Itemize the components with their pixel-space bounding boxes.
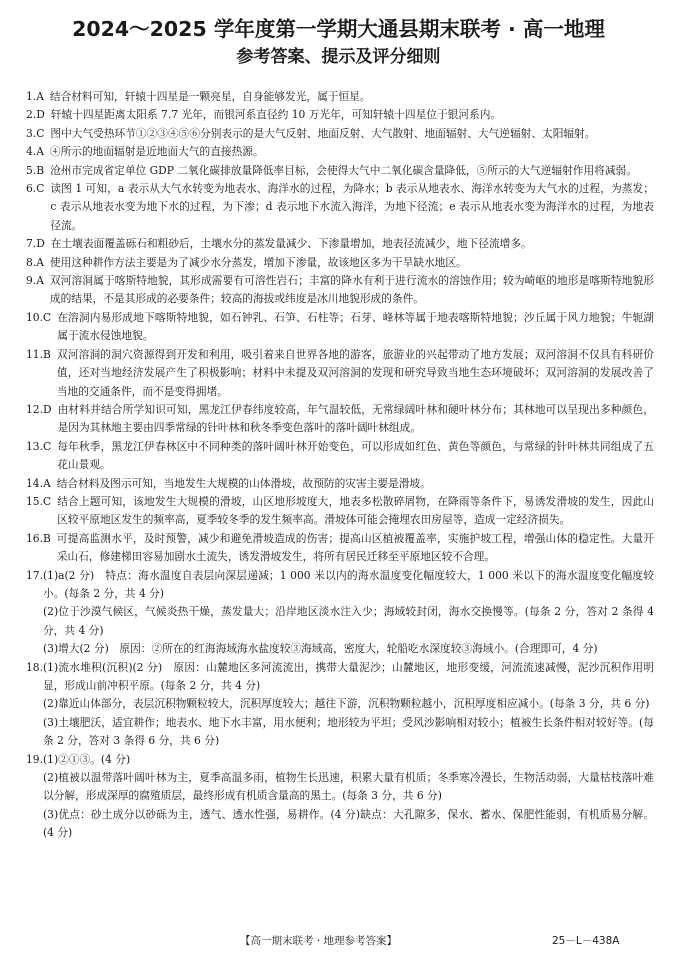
answer-explanation: 结合材料及图示可知，当地发生大规模的山体滑坡，故预防的灾害主要是滑坡。 xyxy=(56,476,431,490)
choice-answers xyxy=(26,88,654,567)
answer-item xyxy=(26,88,654,106)
question-18-part-3: (3)土壤肥沃，适宜耕作；地表水、地下水丰富，用水便利；地形较为平坦；受风沙影响相对较小；植被生长条件相对较好等。(每条 2 分，答对 3 条得 6 分，共 6 分) xyxy=(43,715,654,748)
answer-number: 15.C xyxy=(26,494,52,508)
question-18-part-1: (1)流水堆积(沉积)(2 分) 原因：山麓地区多河流流出，携带大量泥沙；山麓地区，地形变缓，河流流速减慢，泥沙沉积作用明显，形成山前冲积平原。(每条 2 分，共 4 分) xyxy=(43,660,654,692)
answer-number: 7.D xyxy=(26,237,45,251)
answer-number: 14.A xyxy=(26,476,51,490)
answer-item xyxy=(26,180,654,235)
answer-number: 12.D xyxy=(26,402,52,416)
answer-item xyxy=(26,493,654,530)
answer-explanation: 在土壤表面覆盖砾石和粗砂后，土壤水分的蒸发量减少、下渗量增加，地表径流减少，地下径流增多。 xyxy=(50,237,532,251)
answer-number: 16.B xyxy=(26,531,51,545)
answer-explanation: 结合材料可知，轩辕十四星是一颗亮星，自身能够发光，属于恒星。 xyxy=(49,90,371,103)
question-number: 17. xyxy=(26,568,43,582)
answer-number: 11.B xyxy=(26,347,51,361)
answer-explanation: 轩辕十四星距离太阳系 7.7 光年，而银河系直径约 10 万光年，可知轩辕十四星位于银河系内。 xyxy=(50,108,502,122)
question-17-part-3: (3)增大(2 分) 原因：②所在的红海海域海水盐度较③海域高，密度大，轮船吃水深度较③海域小。(合理即可，4 分) xyxy=(43,642,598,656)
question-number: 18. xyxy=(26,660,43,674)
answer-explanation: 结合上题可知，该地发生大规模的滑坡，山区地形坡度大，地表多松散碎屑物，在降雨等条件下，易诱发滑坡的发生，因此山区较平原地区发生的频率高，夏季较冬季的发生频率高。滑坡体可能会掩埋农田房屋等，造成一定经济损失。 xyxy=(57,494,654,527)
question-17-part-2: (2)位于沙漠气候区，气候炎热干燥，蒸发量大；沿岸地区淡水注入少；海域较封闭，海水交换慢等。(每条 2 分，答对 2 条得 4 分，共 4 分) xyxy=(43,605,654,637)
page-title: 2024～2025 学年度第一学期大通县期末联考 · 高一地理 xyxy=(72,17,605,41)
question-17 xyxy=(26,567,654,659)
answer-item xyxy=(26,346,654,401)
answer-item xyxy=(26,530,654,567)
answer-content xyxy=(26,88,654,843)
answer-explanation: 双河溶洞的洞穴资源得到开发和利用，吸引着来自世界各地的游客，旅游业的兴起带动了地方发展；双河溶洞不仅具有科研价值，还对当地经济发展产生了积极影响；材料中未提及双河溶洞的发现和研究导致当地生态环境破坏；双河溶洞的发展改善了当地的交通条件，而不是变得拥堵。 xyxy=(56,347,654,398)
answer-item xyxy=(26,254,654,272)
question-19-part-1: (1)②①③。(4 分) xyxy=(43,752,131,766)
answer-explanation: 图中大气受热环节①②③④⑤⑥分别表示的是大气反射、地面反射、大气散射、地面辐射、大气逆辐射、太阳辐射。 xyxy=(50,126,596,140)
answer-number: 5.B xyxy=(26,163,45,177)
question-18 xyxy=(26,659,654,751)
answer-explanation: 由材料并结合所学知识可知，黑龙江伊春纬度较高，年气温较低，无常绿阔叶林和硬叶林分布；其林地可以呈现出多种颜色，是因为其林地主要由四季常绿的针叶林和秋冬季变色落叶的落叶阔叶林组成。 xyxy=(57,402,654,435)
question-18-part-2: (2)靠近山体部分，表层沉积物颗粒较大，沉积厚度较大；越往下游，沉积物颗粒越小，沉积厚度相应减小。(每条 3 分，共 6 分) xyxy=(43,697,650,711)
question-17-part-1: (1)a(2 分) 特点：海水温度自表层向深层递减；1 000 米以内的海水温度变化幅度较大，1 000 米以下的海水温度变化幅度较小。(每条 2 分，共 4 分) xyxy=(43,568,654,600)
answer-explanation: 读图 1 可知，a 表示从大气水转变为地表水、海洋水的过程，为降水；b 表示从地表水、海洋水转变为大气水的过程，为蒸发；c 表示从地表水变为地下水的过程，为下渗；d 表示地下水流入海洋，为地下径流；e 表示从地表水变为海洋水的过程，为地表径流。 xyxy=(50,182,654,232)
answer-item xyxy=(26,309,654,346)
answer-explanation: 沧州市完成省定单位 GDP 二氧化碳排放量降低率目标，会使得大气中二氧化碳含量降低，⑤所示的大气逆辐射作用将减弱。 xyxy=(50,163,637,177)
question-19-part-3: (3)优点：砂土成分以砂砾为主，透气、透水性强，易耕作。(4 分)缺点：大孔隙多，保水、蓄水、保肥性能弱，有机质易分解。(4 分) xyxy=(43,807,654,840)
answer-number: 6.C xyxy=(26,182,45,196)
answer-item xyxy=(26,475,654,493)
answer-number: 4.A xyxy=(26,145,44,159)
answer-number: 10.C xyxy=(26,310,52,324)
answer-explanation: 双河溶洞属于喀斯特地貌，其形成需要有可溶性岩石；丰富的降水有利于进行流水的溶蚀作用；较为崎岖的地形是喀斯特地貌形成的结果，不是其形成的必要条件；较高的海拔或纬度是冰川地貌形成的条件。 xyxy=(49,274,654,306)
answer-number: 2.D xyxy=(26,108,45,122)
footer-label: 【高一期末联考 · 地理参考答案】 xyxy=(240,935,398,947)
answer-explanation: ④所示的地面辐射是近地面大气的直接热源。 xyxy=(49,145,264,159)
answer-explanation: 可提高监测水平，及时预警，减少和避免滑坡造成的伤害；提高山区植被覆盖率，实施护坡工程，增强山体的稳定性。大量开采山石，修建梯田容易加剧水土流失，诱发滑坡发生，将所有居民迁移至平原地区较不合理。 xyxy=(56,531,654,564)
answer-number: 9.A xyxy=(26,274,44,288)
answer-item xyxy=(26,125,654,143)
answer-number: 13.C xyxy=(26,439,52,453)
answer-explanation: 每年秋季，黑龙江伊春林区中不同种类的落叶阔叶林开始变色，可以形成如红色、黄色等颜色，与常绿的针叶林共同组成了五花山景观。 xyxy=(57,439,654,472)
answer-item xyxy=(26,438,654,475)
answer-item xyxy=(26,272,654,309)
footer-code: 25－L－438A xyxy=(552,935,620,947)
answer-item xyxy=(26,401,654,438)
answer-item xyxy=(26,235,654,253)
answer-item xyxy=(26,106,654,124)
page-subtitle: 参考答案、提示及评分细则 xyxy=(236,47,441,67)
question-number: 19. xyxy=(26,752,43,766)
answer-number: 1.A xyxy=(26,90,44,103)
answer-explanation: 使用这种耕作方法主要是为了减少水分蒸发，增加下渗量，故该地区多为干旱缺水地区。 xyxy=(49,255,467,269)
question-19 xyxy=(26,751,654,843)
answer-explanation: 在溶洞内易形成地下喀斯特地貌，如石钟乳、石笋、石柱等；石芽、峰林等属于地表喀斯特地貌；沙丘属于风力地貌；牛轭湖属于流水侵蚀地貌。 xyxy=(57,310,654,343)
answer-number: 8.A xyxy=(26,255,44,269)
question-19-part-2: (2)植被以温带落叶阔叶林为主，夏季高温多雨，植物生长迅速，积累大量有机质；冬季寒冷漫长，生物活动弱，大量枯枝落叶难以分解，形成深厚的腐殖质层，最终形成有机质含量高的黑土。(每条 3 分，共 6 分) xyxy=(43,771,654,803)
answer-item xyxy=(26,162,654,180)
answer-item xyxy=(26,143,654,161)
answer-number: 3.C xyxy=(26,126,45,140)
